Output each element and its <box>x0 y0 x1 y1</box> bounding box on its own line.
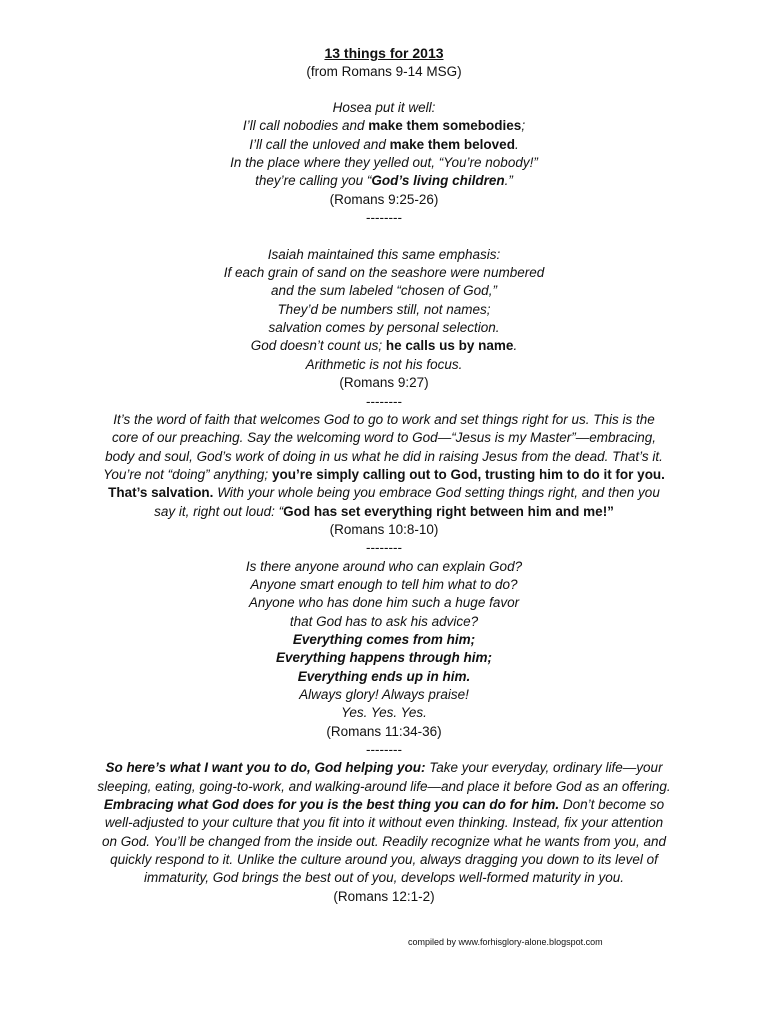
verse-text: Anyone who has done him such a huge favor <box>248 595 520 611</box>
verse-line <box>84 558 684 576</box>
verse-text: Don’t become so <box>559 797 665 813</box>
scripture-reference: (Romans 9:25-26) <box>329 191 439 207</box>
verse-line <box>84 282 684 300</box>
passages-body <box>84 99 684 906</box>
verse-text: Yes. Yes. Yes. <box>341 705 427 721</box>
verse-line <box>84 117 684 135</box>
scripture-reference: (Romans 11:34-36) <box>326 723 442 739</box>
verse-text: I’ll call the unloved and <box>249 136 390 152</box>
scripture-reference: (Romans 10:8-10) <box>329 521 439 537</box>
verse-line <box>84 796 684 814</box>
passage-block <box>84 411 684 558</box>
verse-line <box>84 704 684 722</box>
verse-text: In the place where they yelled out, “You’re nobody!” <box>230 155 538 171</box>
verse-line <box>84 246 684 264</box>
verse-text: Isaiah maintained this same emphasis: <box>267 246 501 262</box>
verse-line <box>84 649 684 667</box>
verse-text: that God has to ask his advice? <box>289 613 479 629</box>
verse-text: I’ll call nobodies and <box>242 118 369 134</box>
verse-text: God has set everything right between him and me!” <box>283 503 614 519</box>
verse-line <box>84 264 684 282</box>
verse-line <box>84 778 684 796</box>
verse-text: say it, right out loud: “ <box>154 503 284 519</box>
verse-line <box>84 576 684 594</box>
verse-text: God doesn’t count us; <box>250 338 386 354</box>
verse-text: ; <box>521 118 526 134</box>
verse-text: sleeping, eating, going-to-work, and walking-around life—and place it before God as an offering. <box>97 778 671 794</box>
verse-text: make them beloved <box>389 136 515 152</box>
passage-block <box>84 99 684 246</box>
verse-text: Take your everyday, ordinary life—your <box>425 760 663 776</box>
verse-line <box>84 429 684 447</box>
blank-line <box>84 227 684 245</box>
verse-line <box>84 833 684 851</box>
footer-credit: compiled by www.forhisglory-alone.blogspot.com <box>408 937 603 947</box>
verse-line <box>84 99 684 117</box>
verse-line <box>84 484 684 502</box>
verse-text: Everything happens through him; <box>275 650 492 666</box>
passage-block <box>84 759 684 906</box>
section-separator: -------- <box>366 742 402 758</box>
verse-text: on God. You’ll be changed from the inside out. Readily recognize what he wants from you, and <box>101 833 667 849</box>
verse-text: salvation comes by personal selection. <box>268 320 500 336</box>
scripture-reference: (Romans 12:1-2) <box>333 888 435 904</box>
section-separator: -------- <box>366 540 402 556</box>
verse-text: well-adjusted to your culture that you fit into it without even thinking. Instead, fix your attention <box>104 815 664 831</box>
verse-line <box>84 851 684 869</box>
verse-line <box>84 356 684 374</box>
verse-line <box>84 172 684 190</box>
verse-line <box>84 759 684 777</box>
verse-text: You’re not “doing” anything; <box>103 466 272 482</box>
verse-line <box>84 686 684 704</box>
verse-line <box>84 869 684 887</box>
verse-line <box>84 814 684 832</box>
verse-text: Anyone smart enough to tell him what to do? <box>250 576 518 592</box>
verse-text: make them somebodies <box>368 118 522 134</box>
verse-text: he calls us by name <box>385 338 514 354</box>
verse-text: Arithmetic is not his focus. <box>305 356 463 372</box>
verse-line <box>84 448 684 466</box>
verse-line <box>84 411 684 429</box>
verse-text: you’re simply calling out to God, trusting him to do it for you. <box>271 466 665 482</box>
section-separator: -------- <box>366 210 402 226</box>
verse-text: Is there anyone around who can explain God? <box>245 558 523 574</box>
verse-line <box>84 466 684 484</box>
verse-text: Everything ends up in him. <box>297 668 471 684</box>
passage-block <box>84 246 684 411</box>
verse-text: With your whole being you embrace God setting things right, and then you <box>213 485 660 501</box>
scripture-reference: (Romans 9:27) <box>339 375 429 391</box>
section-separator: -------- <box>366 393 402 409</box>
document-title: 13 things for 2013 <box>324 45 444 61</box>
verse-text: That’s salvation. <box>108 485 214 501</box>
verse-text: immaturity, God brings the best out of you, develops well-formed maturity in you. <box>144 870 624 886</box>
verse-text: .” <box>504 173 513 189</box>
verse-line <box>84 136 684 154</box>
verse-line <box>84 154 684 172</box>
verse-text: quickly respond to it. Unlike the culture around you, always dragging you down to its level of <box>110 852 658 868</box>
verse-line <box>84 594 684 612</box>
verse-text: body and soul, God’s work of doing in us what he did in raising Jesus from the dead. That’s it. <box>105 448 663 464</box>
passage-block <box>84 558 684 760</box>
verse-text: Everything comes from him; <box>292 631 476 647</box>
document-subtitle: (from Romans 9-14 MSG) <box>306 64 462 79</box>
verse-text: Embracing what God does for you is the best thing you can do for him. <box>103 797 560 813</box>
verse-line <box>84 301 684 319</box>
verse-text: So here’s what I want you to do, God helping you: <box>105 760 426 776</box>
verse-text: . <box>513 338 518 354</box>
verse-line <box>84 631 684 649</box>
verse-text: Always glory! Always praise! <box>299 687 469 702</box>
verse-line <box>84 613 684 631</box>
verse-text: If each grain of sand on the seashore were numbered <box>223 265 545 281</box>
verse-text: they’re calling you “ <box>255 173 372 189</box>
verse-text: core of our preaching. Say the welcoming word to God—“Jesus is my Master”—embracing, <box>112 430 656 446</box>
verse-line <box>84 337 684 355</box>
verse-text: and the sum labeled “chosen of God,” <box>271 283 497 299</box>
verse-line <box>84 319 684 337</box>
verse-text: It’s the word of faith that welcomes God to go to work and set things right for us. This is the <box>113 411 655 427</box>
verse-text: . <box>514 136 519 152</box>
verse-line <box>84 503 684 521</box>
verse-line <box>84 668 684 686</box>
verse-text: Hosea put it well: <box>332 100 436 115</box>
verse-text: They’d be numbers still, not names; <box>277 301 491 317</box>
verse-text: God’s living children <box>371 173 505 189</box>
